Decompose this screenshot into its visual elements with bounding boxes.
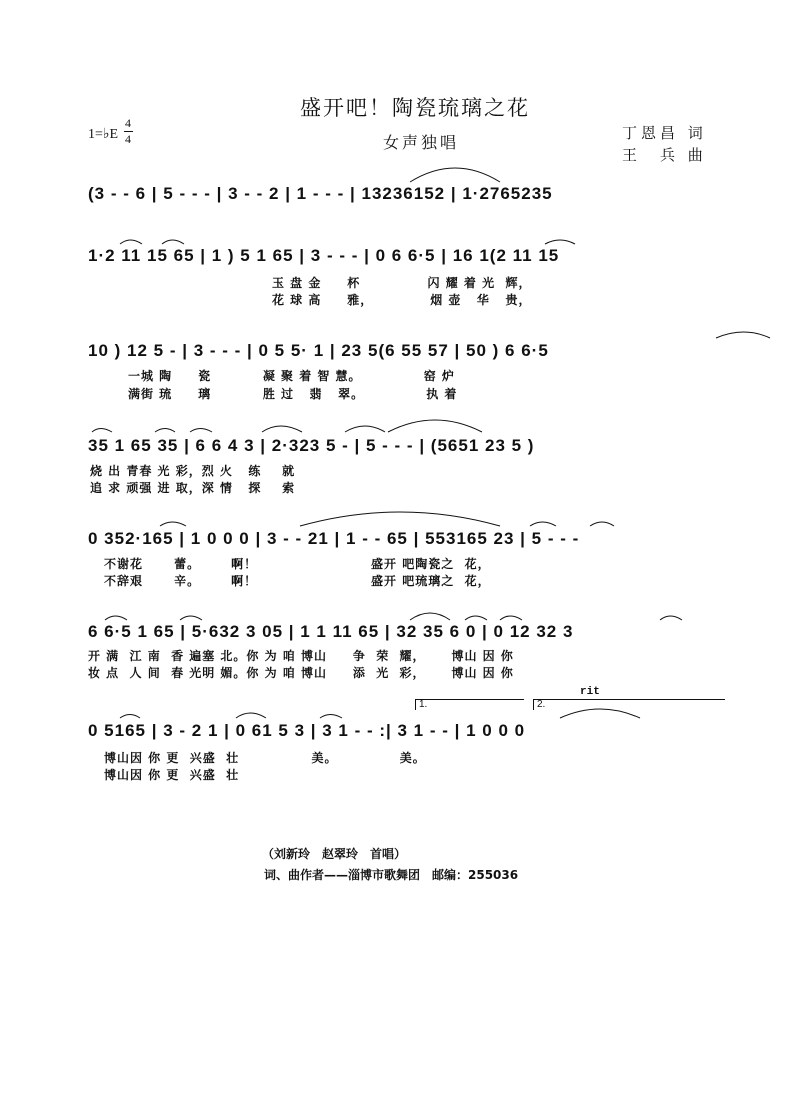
slur-row6-b: [180, 616, 202, 620]
slur-row5-b: [300, 512, 500, 526]
score-row-1-notes: (3 - - 6 | 5 - - - | 3 - - 2 | 1 - - - | 13236152 | 1·2765235: [88, 184, 553, 203]
slur-row7-d: [560, 709, 640, 718]
tempo-rit-mark: rit: [580, 686, 600, 698]
key-signature: 1=♭E: [88, 127, 119, 142]
time-signature-bottom: 4: [125, 132, 131, 146]
score-row-6-lyric-2: 妆 点 人 间 春 光明 媚。你 为 咱 博山 添 光 彩， 博山 因 你: [88, 666, 514, 680]
score-row-5-lyric-2: 不辞艰 辛。 啊！ 盛开 吧琉璃之 花，: [104, 574, 491, 588]
slur-row7-b: [236, 713, 266, 718]
slur-row6-d: [465, 616, 487, 620]
score-row-6-lyric-1: 开 满 江 南 香 遍塞 北。你 为 咱 博山 争 荣 耀， 博山 因 你: [88, 649, 514, 663]
song-title: 盛开吧！陶瓷琉璃之花: [300, 96, 530, 120]
score-row-5-notes: 0 352·165 | 1 0 0 0 | 3 - - 21 | 1 - - 65 | 553165 23 | 5 - - -: [88, 529, 580, 548]
slur-row6-e: [500, 616, 522, 620]
slur-row6-f: [660, 616, 682, 620]
score-row-2-lyric-2: 花 球 高 雅， 烟 壶 华 贵，: [272, 293, 532, 307]
slur-row7-a: [120, 715, 140, 719]
slur-row4-f: [388, 420, 482, 432]
slur-row1-a: [410, 168, 500, 182]
slur-row4-a: [92, 429, 112, 433]
score-row-3-notes: 10 ) 12 5 - | 3 - - - | 0 5 5· 1 | 23 5(6 55 57 | 50 ) 6 6·5: [88, 341, 549, 360]
song-subtitle: 女声独唱: [383, 133, 460, 152]
slur-row2-b: [162, 240, 184, 244]
score-row-7-notes: 0 5165 | 3 - 2 1 | 0 61 5 3 | 3 1 - - :| 3 1 - - | 1 0 0 0: [88, 721, 526, 740]
time-signature-top: 4: [125, 116, 131, 130]
slur-row4-d: [262, 426, 302, 432]
composer-credit: 王 兵 曲: [622, 146, 707, 164]
score-row-2-notes: 1·2 11 15 65 | 1 ) 5 1 65 | 3 - - - | 0 6 6·5 | 16 1(2 11 15: [88, 246, 560, 265]
authors-contact-note: 词、曲作者——淄博市歌舞团 邮编：255036: [264, 868, 519, 882]
score-row-3-lyric-2: 满街 琉 璃 胜 过 翡 翠。 执 着: [128, 387, 458, 401]
slur-row6-c: [410, 613, 450, 620]
score-row-6-notes: 6 6·5 1 65 | 5·632 3 05 | 1 1 11 65 | 32 35 6 0 | 0 12 32 3: [88, 622, 574, 641]
score-row-7-lyric-2: 博山因 你 更 兴盛 壮: [104, 768, 240, 782]
slur-row2-c: [545, 240, 575, 244]
slur-row5-c: [530, 522, 556, 526]
score-row-4-notes: 35 1 65 35 | 6 6 4 3 | 2·323 5 - | 5 - - - | (5651 23 5 ): [88, 436, 535, 455]
slur-row3-a: [716, 332, 770, 338]
slur-row6-a: [105, 616, 127, 620]
score-row-7-lyric-1: 博山因 你 更 兴盛 壮 美。 美。: [104, 751, 426, 765]
score-row-5-lyric-1: 不谢花 蕾。 啊！ 盛开 吧陶瓷之 花，: [104, 557, 491, 571]
score-row-2-lyric-1: 玉 盘 金 杯 闪 耀 着 光 辉，: [272, 276, 532, 290]
volta-first-ending: 1.: [415, 699, 524, 710]
first-singers-note: （刘新玲 赵翠玲 首唱）: [262, 847, 407, 861]
slur-row4-e: [345, 426, 385, 432]
slur-row5-a: [160, 522, 186, 526]
slur-row4-b: [155, 429, 175, 433]
volta-second-ending: 2.: [533, 699, 725, 710]
score-row-4-lyric-1: 烧 出 青春 光 彩，烈 火 练 就: [90, 464, 296, 478]
slur-row2-a: [120, 240, 142, 244]
slur-row4-c: [190, 429, 212, 433]
score-row-3-lyric-1: 一城 陶 瓷 凝 聚 着 智 慧。 窑 炉: [128, 369, 455, 383]
score-row-4-lyric-2: 追 求 顽强 进 取，深 情 探 索: [90, 481, 296, 495]
lyricist-credit: 丁恩昌 词: [622, 124, 707, 142]
slur-row5-d: [590, 522, 614, 526]
slur-row7-c: [320, 715, 342, 719]
